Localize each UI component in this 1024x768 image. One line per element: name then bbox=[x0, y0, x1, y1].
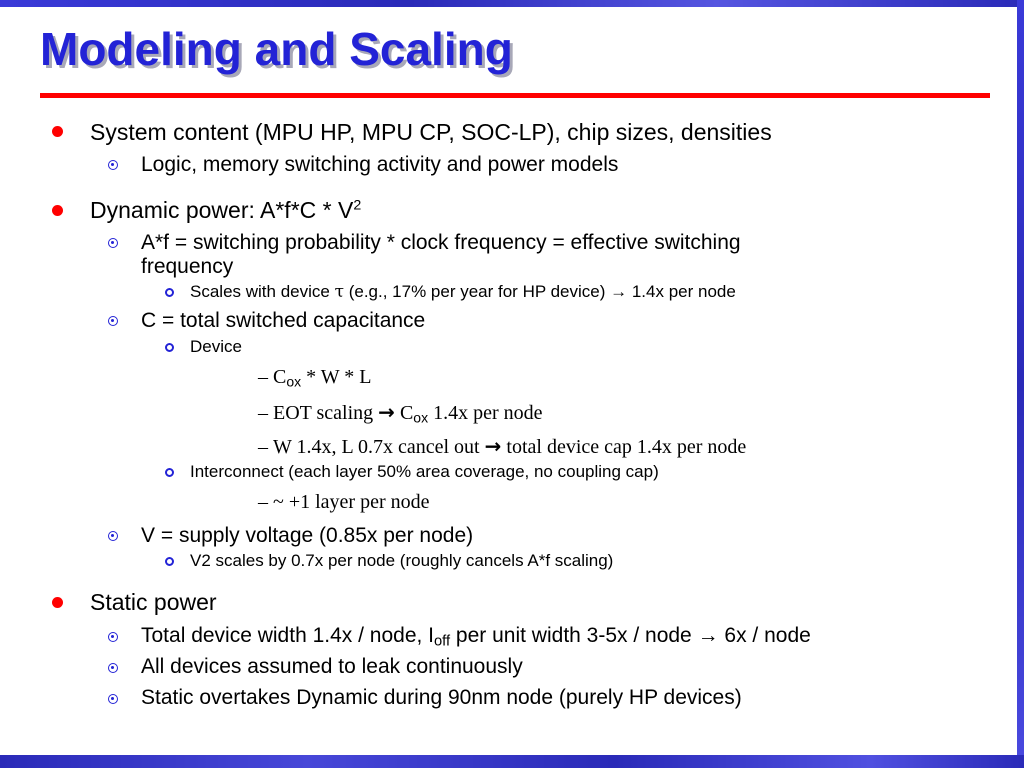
slide-frame-top bbox=[0, 0, 1024, 7]
bullet-static-power: Static power bbox=[90, 589, 217, 615]
eot-c: C bbox=[394, 402, 414, 424]
bullet-logic-memory: Logic, memory switching activity and power models bbox=[141, 153, 619, 176]
circle-bullet-icon bbox=[108, 316, 118, 326]
scales-result: 1.4x per node bbox=[627, 282, 736, 301]
bullet-af-line2: frequency bbox=[141, 255, 234, 278]
circle-bullet-icon bbox=[108, 531, 118, 541]
tau-symbol: τ bbox=[334, 282, 344, 302]
circle-bullet-icon bbox=[108, 238, 118, 248]
total-width-result: 6x / node bbox=[718, 624, 811, 647]
red-bullet-icon bbox=[52, 597, 63, 608]
arrow-right-icon: → bbox=[697, 624, 719, 647]
bullet-interconnect: Interconnect (each layer 50% area coverage, no coupling cap) bbox=[190, 462, 659, 481]
total-width-detail: per unit width 3-5x / node bbox=[450, 624, 698, 647]
ioff-subscript: off bbox=[434, 633, 451, 650]
slide-frame-right bbox=[1017, 0, 1024, 768]
ring-bullet-icon bbox=[165, 468, 174, 477]
bullet-total-width bbox=[141, 624, 811, 650]
bullet-scales-device bbox=[190, 282, 736, 302]
circle-bullet-icon bbox=[108, 694, 118, 704]
cox-subscript: ox bbox=[286, 373, 302, 390]
bullet-device: Device bbox=[190, 337, 242, 356]
bullet-v2-scales: V2 scales by 0.7x per node (roughly cancels A*f scaling) bbox=[190, 551, 614, 570]
circle-bullet-icon bbox=[108, 160, 118, 170]
dash: – bbox=[258, 366, 268, 388]
arrow-right-icon: → bbox=[378, 400, 395, 424]
scales-detail: (e.g., 17% per year for HP device) bbox=[343, 282, 611, 301]
ring-bullet-icon bbox=[165, 288, 174, 297]
eot-text: EOT scaling bbox=[273, 402, 379, 424]
scales-text: Scales with device bbox=[190, 282, 335, 301]
slide-title: Modeling and Scaling bbox=[40, 23, 513, 75]
wl-text: W 1.4x, L 0.7x cancel out bbox=[273, 436, 485, 458]
red-bullet-icon bbox=[52, 126, 63, 137]
bullet-capacitance: C = total switched capacitance bbox=[141, 309, 426, 332]
dash-item-cox bbox=[258, 366, 372, 390]
bullet-system-content: System content (MPU HP, MPU CP, SOC-LP), chip sizes, densities bbox=[90, 119, 772, 145]
arrow-right-icon: → bbox=[484, 434, 502, 458]
dash: – bbox=[258, 402, 268, 424]
dash: – bbox=[258, 436, 268, 458]
cox-c: C bbox=[273, 366, 287, 388]
dash-item-eot bbox=[258, 400, 543, 426]
circle-bullet-icon bbox=[108, 663, 118, 673]
bullet-voltage: V = supply voltage (0.85x per node) bbox=[141, 524, 474, 547]
cox-formula: * W * L bbox=[301, 366, 372, 388]
wl-result: total device cap 1.4x per node bbox=[501, 436, 747, 458]
circle-bullet-icon bbox=[108, 632, 118, 642]
ring-bullet-icon bbox=[165, 343, 174, 352]
slide-frame-bottom bbox=[0, 755, 1024, 768]
bullet-af-line1: A*f = switching probability * clock frequency = effective switching bbox=[141, 231, 741, 254]
bullet-leak: All devices assumed to leak continuously bbox=[141, 655, 523, 678]
dash: – bbox=[258, 491, 268, 513]
dynamic-power-text: Dynamic power: A*f*C * V bbox=[90, 197, 354, 223]
red-bullet-icon bbox=[52, 205, 63, 216]
eot-cox-subscript: ox bbox=[413, 409, 429, 426]
ring-bullet-icon bbox=[165, 557, 174, 566]
layer-text: ~ +1 layer per node bbox=[273, 491, 430, 513]
title-underline bbox=[40, 93, 990, 98]
dash-item-wl bbox=[258, 434, 746, 459]
total-width-text: Total device width 1.4x / node, I bbox=[141, 624, 435, 647]
arrow-right-icon: → bbox=[610, 282, 628, 301]
bullet-dynamic-power bbox=[90, 197, 361, 224]
bullet-static-overtakes: Static overtakes Dynamic during 90nm node (purely HP devices) bbox=[141, 686, 742, 709]
dash-item-layer bbox=[258, 491, 429, 514]
dynamic-power-exponent: 2 bbox=[353, 197, 362, 214]
eot-result: 1.4x per node bbox=[428, 402, 543, 424]
